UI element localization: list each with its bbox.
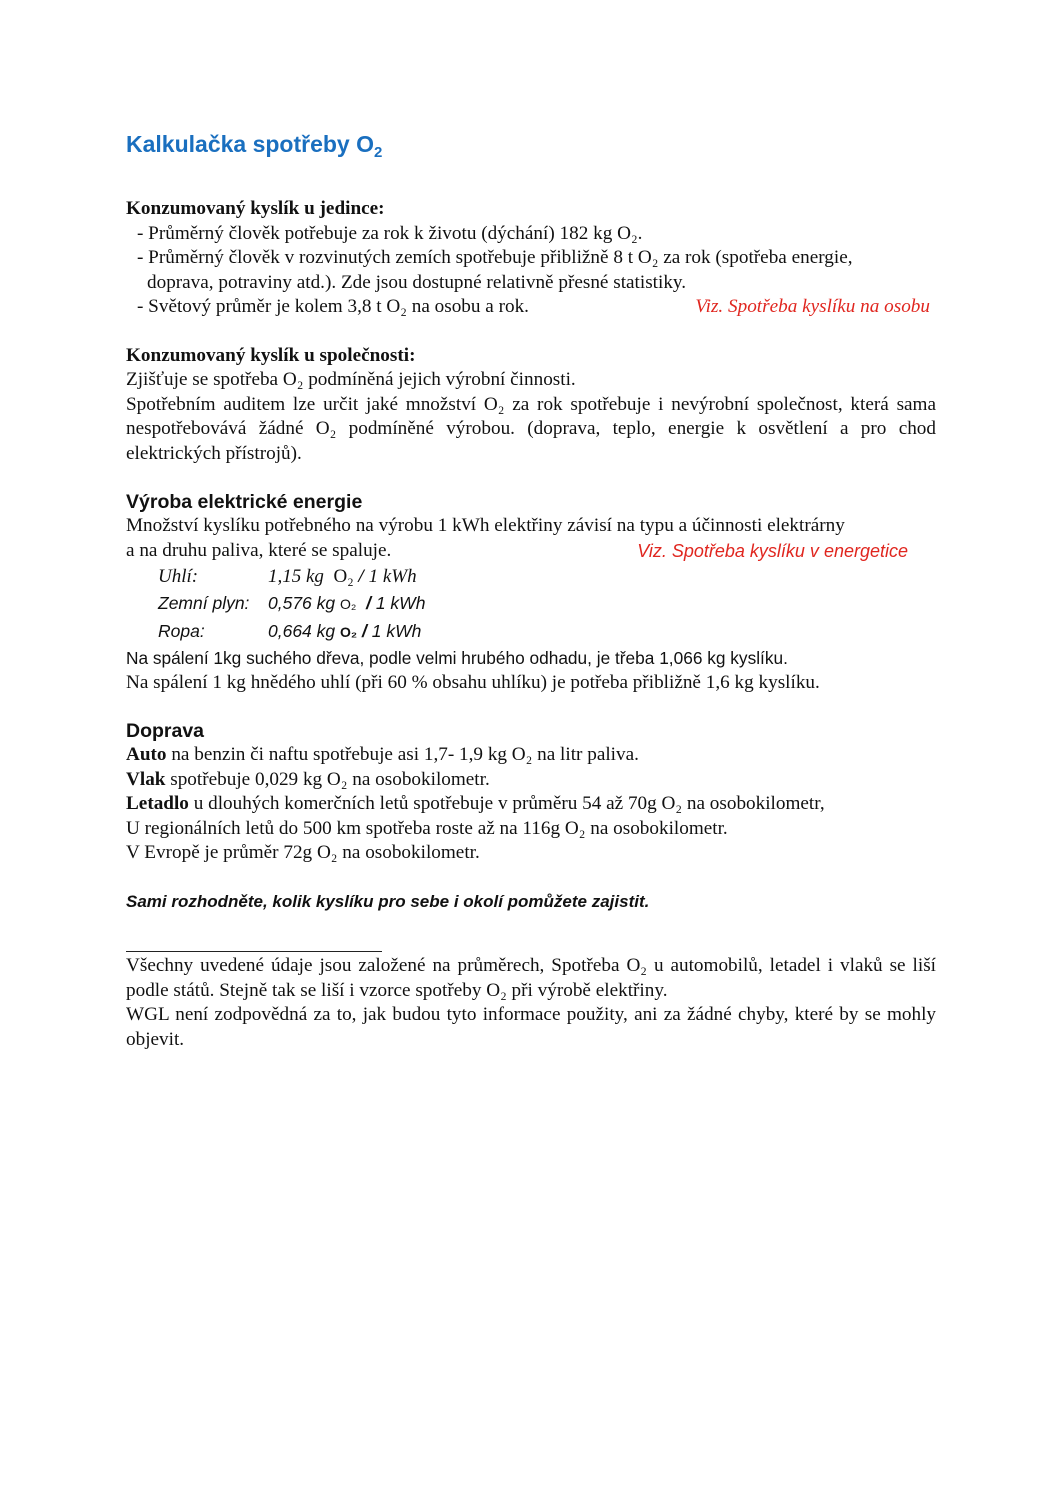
rate-row-gas (158, 590, 936, 618)
electricity-wood: Na spálení 1kg suchého dřeva, podle velmi hrubého odhadu, je třeba 1,066 kg kyslíku. (126, 648, 788, 668)
transport-car (126, 743, 936, 768)
individual-bullet-developed-line1: - Průměrný člověk v rozvinutých zemích spotřebuje přibližně 8 t O₂ za rok (spotřeba energie, (137, 247, 853, 268)
document-body (126, 128, 936, 1052)
electricity-paragraph-line1: Množství kyslíku potřebného na výrobu 1 kWh elektřiny závisí na typu a účinnosti elektrárny (126, 515, 845, 536)
transport-plane-label: Letadlo (126, 793, 189, 814)
section-company (126, 344, 936, 467)
transport-train-text: spotřebuje 0,029 kg O₂ na osobokilometr. (165, 768, 490, 790)
transport-europe: V Evropě je průměr 72g O₂ na osobokilometr. (126, 842, 480, 863)
section-company-heading: Konzumovaný kyslík u společnosti: (126, 344, 416, 366)
section-transport (126, 719, 936, 866)
spacer (126, 866, 936, 890)
transport-car-text: na benzin či naftu spotřebuje asi 1,7- 1,9 kg O₂ na litr paliva. (166, 744, 639, 765)
spacer (126, 914, 936, 929)
rate-row-coal (158, 563, 936, 590)
individual-bullet-world (126, 295, 936, 320)
spacer (126, 695, 936, 719)
section-electricity-heading: Výroba elektrické energie (126, 491, 363, 513)
link-oxygen-per-person[interactable]: Viz. Spotřeba kyslíku na osobu (695, 296, 930, 317)
rate-label: Uhlí: (158, 566, 199, 587)
footnote-paragraph-averages: Všechny uvedené údaje jsou založené na průměrech, Spotřeba O₂ u automobilů, letadel i vlaků se liší podle států. Stejně tak se liší i vzorce spotřeby O₂ při výrobě elektřiny. (126, 955, 936, 1001)
section-individual (126, 197, 936, 320)
spacer (126, 466, 936, 490)
transport-regional: U regionálních letů do 500 km spotřeba roste až na 116g O₂ na osobokilometr. (126, 817, 728, 839)
footnote-paragraph-disclaimer: WGL není zodpovědná za to, jak budou tyto informace použity, ani za žádné chyby, které by se mohly objevit. (126, 1004, 936, 1050)
footnote-divider (126, 929, 382, 952)
transport-plane-text: u dlouhých komerčních letů spotřebuje v průměru 54 až 70g O₂ na osobokilometr, (188, 793, 825, 814)
rate-row-oil (158, 618, 936, 646)
section-individual-heading: Konzumovaný kyslík u jedince: (126, 198, 385, 219)
electricity-rates (126, 563, 936, 646)
company-paragraph-audit: Spotřebním auditem lze určit jaké množství O₂ za rok spotřebuje i nevýrobní společnost, která sama nespotřebovává žádné O₂ podmíněné výrobou. (doprava, teplo, energie k osvětlení a pro chod elektrických přístrojů). (126, 393, 936, 464)
footnote (126, 929, 936, 1052)
link-oxygen-in-energy[interactable]: Viz. Spotřeba kyslíku v energetice (637, 540, 908, 561)
transport-car-label: Auto (126, 744, 167, 765)
individual-bullet-world-text: - Světový průměr je kolem 3,8 t O₂ na osobu a rok. (137, 296, 529, 317)
page-title (126, 128, 936, 169)
transport-plane (126, 792, 936, 817)
page-title-text: Kalkulačka spotřeby O (126, 131, 374, 157)
page-title-subscript: 2 (374, 144, 383, 161)
electricity-paragraph-line2 (126, 539, 936, 564)
section-electricity (126, 490, 936, 695)
transport-train-label: Vlak (126, 768, 166, 790)
individual-bullet-breathing: - Průměrný člověk potřebuje za rok k životu (dýchání) 182 kg O₂. (137, 222, 643, 244)
rate-value: 0,664 kg O₂ / 1 kWh (268, 621, 422, 641)
rate-value: 0,576 kg O₂ / 1 kWh (268, 593, 426, 613)
company-paragraph-production: Zjišťuje se spotřeba O₂ podmíněná jejich výrobní činnosti. (126, 369, 576, 390)
individual-bullet-developed (126, 246, 936, 295)
section-transport-heading: Doprava (126, 720, 205, 742)
transport-train (126, 768, 936, 793)
electricity-paragraph-line2-text: a na druhu paliva, které se spaluje. (126, 539, 392, 561)
rate-label: Ropa: (158, 621, 205, 641)
individual-bullet-developed-line2: doprava, potraviny atd.). Zde jsou dostupné relativně přesné statistiky. (147, 271, 687, 293)
rate-label: Zemní plyn: (158, 593, 250, 613)
closing-statement: Sami rozhodněte, kolik kyslíku pro sebe i okolí pomůžete zajistit. (126, 891, 650, 911)
rate-value: 1,15 kg O₂ / 1 kWh (268, 566, 417, 587)
spacer (126, 320, 936, 344)
electricity-lignite: Na spálení 1 kg hnědého uhlí (při 60 % obsahu uhlíku) je potřeba přibližně 1,6 kg kyslíku. (126, 671, 820, 693)
